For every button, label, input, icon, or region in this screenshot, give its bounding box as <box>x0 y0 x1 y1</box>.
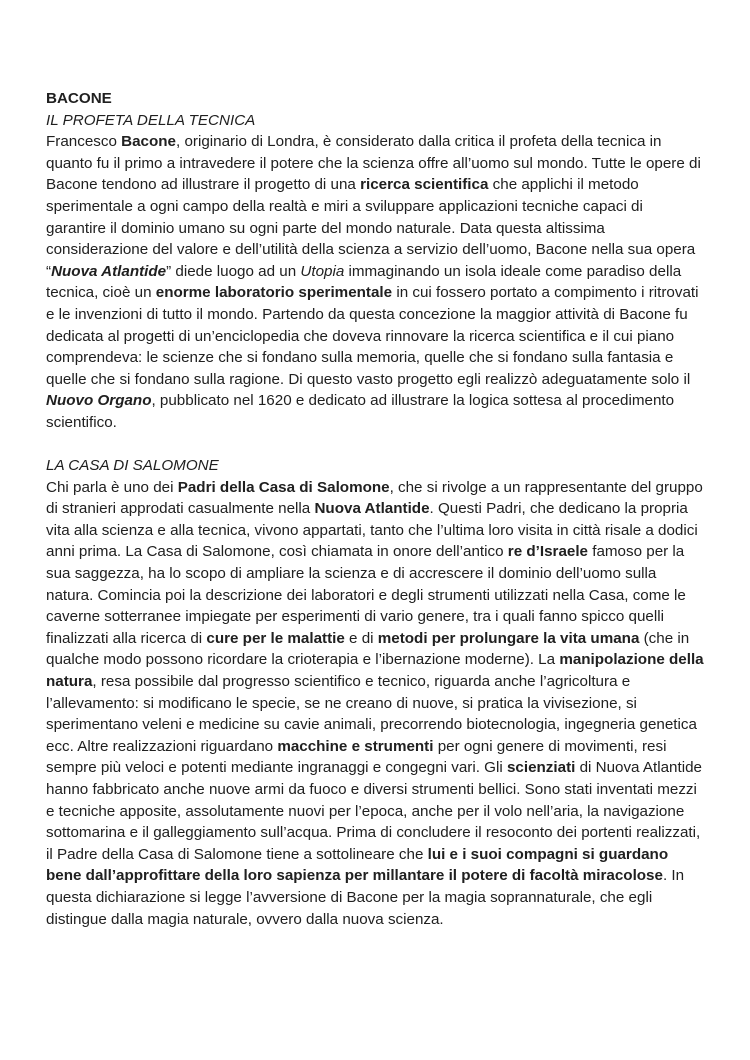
bold-nuova-atlantide: Nuova Atlantide <box>314 500 430 518</box>
text-run: e di <box>344 629 378 647</box>
bold-manipolazione: manipolazione della natura <box>46 651 704 691</box>
bold-scienziati: scienziati <box>506 759 576 777</box>
bold-laboratorio: enorme laboratorio sperimentale <box>155 284 393 302</box>
bold-re-israele: re d’Israele <box>507 543 589 561</box>
paragraph-spacer <box>46 434 706 456</box>
section-heading-salomone: LA CASA DI SALOMONE <box>46 457 219 475</box>
bold-ricerca-scientifica: ricerca scientifica <box>360 176 489 194</box>
bold-compagni: lui e i suoi compagni si guardano bene dall’approfittare della loro sapienza per millantare il potere di facoltà miracolose <box>46 845 669 885</box>
text-run: (che in qualche modo possono ricordare la crioterapia e l’ibernazione moderne). La <box>46 629 690 669</box>
bold-cure: cure per le malattie <box>206 629 345 647</box>
bold-italic-nuova-atlantide: Nuova Atlantide <box>51 262 167 280</box>
text-run: . Questi Padri, che dedicano la propria vita alla scienza e alla tecnica, vivono appartati, tanto che l’ultima loro visita in città risale a dodici anni prima. La Casa di Salomone, così chiamata in onore dell’antico <box>46 500 698 561</box>
bold-padri: Padri della Casa di Salomone <box>177 478 390 496</box>
text-run: in cui fossero portato a compimento i ritrovati e le invenzioni di tutto il mondo. Partendo da questa concezione la maggior attività di Bacone fu dedicata al progetti di un’enciclopedia che doveva rinnovare la ricerca scientifica e il cui piano comprendeva: le scienze che si fondano sulla memoria, quelle che si fondano sulla fantasia e quelle che si fondano sulla ragione. Di questo vasto progetto egli realizzò adeguatamente solo il <box>46 284 699 388</box>
text-run: , che si rivolge a un rappresentante del gruppo di stranieri approdati casualmente nella <box>46 478 703 518</box>
text-run: Francesco <box>46 133 122 151</box>
bold-bacone: Bacone <box>121 133 176 151</box>
paragraph-profeta <box>46 131 706 433</box>
text-run: Chi parla è uno dei <box>46 478 178 496</box>
text-run: immaginando un isola ideale come paradiso della tecnica, cioè un <box>46 262 682 302</box>
text-run: , originario di Londra, è considerato dalla critica il profeta della tecnica in quanto fu il primo a intravedere il potere che la scienza offre all’uomo sul mondo. Tutte le opere di Bacone tendono ad illustrare il progetto di una <box>46 133 701 194</box>
bold-metodi: metodi per prolungare la vita umana <box>377 629 640 647</box>
text-run: famoso per la sua saggezza, ha lo scopo di ampliare la scienza e di accrescere il dominio dell’uomo sulla natura. Comincia poi la descrizione dei laboratori e degli strumenti utilizzati nella Casa, come le caverne sotterranee impiegate per esperimenti di vario genere, tra i quali fanno spicco quelli finalizzati alla ricerca di <box>46 543 686 647</box>
text-run: . In questa dichiarazione si legge l’avversione di Bacone per la magia soprannaturale, che egli distingue dalla magia naturale, ovvero dalla nuova scienza. <box>46 867 685 928</box>
bold-macchine: macchine e strumenti <box>277 737 434 755</box>
bold-italic-nuovo-organo: Nuovo Organo <box>46 392 152 410</box>
document-title: BACONE <box>46 90 112 107</box>
paragraph-salomone <box>46 477 706 930</box>
italic-utopia: Utopia <box>300 262 345 280</box>
text-run: per ogni genere di movimenti, resi sempre più veloci e potenti mediante ingranaggi e congegni vari. Gli <box>46 737 667 777</box>
text-run: , pubblicato nel 1620 e dedicato ad illustrare la logica sottesa al procedimento scientifico. <box>46 392 675 431</box>
text-run: ” diede luogo ad un <box>166 262 301 280</box>
text-run: di Nuova Atlantide hanno fabbricato anche nuove armi da fuoco e diversi strumenti bellici. Sono stati inventati mezzi e tecniche apposite, assolutamente nuovi per l’epoca, anche per il volo nell’aria, la navigazione sottomarina e il galleggiamento sull’acqua. Prima di concludere il resoconto dei portenti realizzati, il Padre della Casa di Salomone tiene a sottolineare che <box>46 759 702 863</box>
section-heading-profeta: IL PROFETA DELLA TECNICA <box>46 111 256 129</box>
text-run: che applichi il metodo sperimentale a ogni campo della realtà e miri a sviluppare applicazioni tecniche capaci di garantire il dominio umano su ogni parte del mondo naturale. Data questa altissima considerazione del valore e dell’utilità della scienza a servizio dell’uomo, Bacone nella sua opera “ <box>46 176 696 280</box>
text-run: , resa possibile dal progresso scientifico e tecnico, riguarda anche l’agricoltura e l’allevamento: si modificano le specie, se ne creano di nuove, si pratica la vivisezione, si sperimentano veleni e medicine su cavie animali, precorrendo biotecnologia, ingegneria genetica ecc. Altre realizzazioni riguardano <box>46 673 697 755</box>
document-page <box>46 88 706 930</box>
